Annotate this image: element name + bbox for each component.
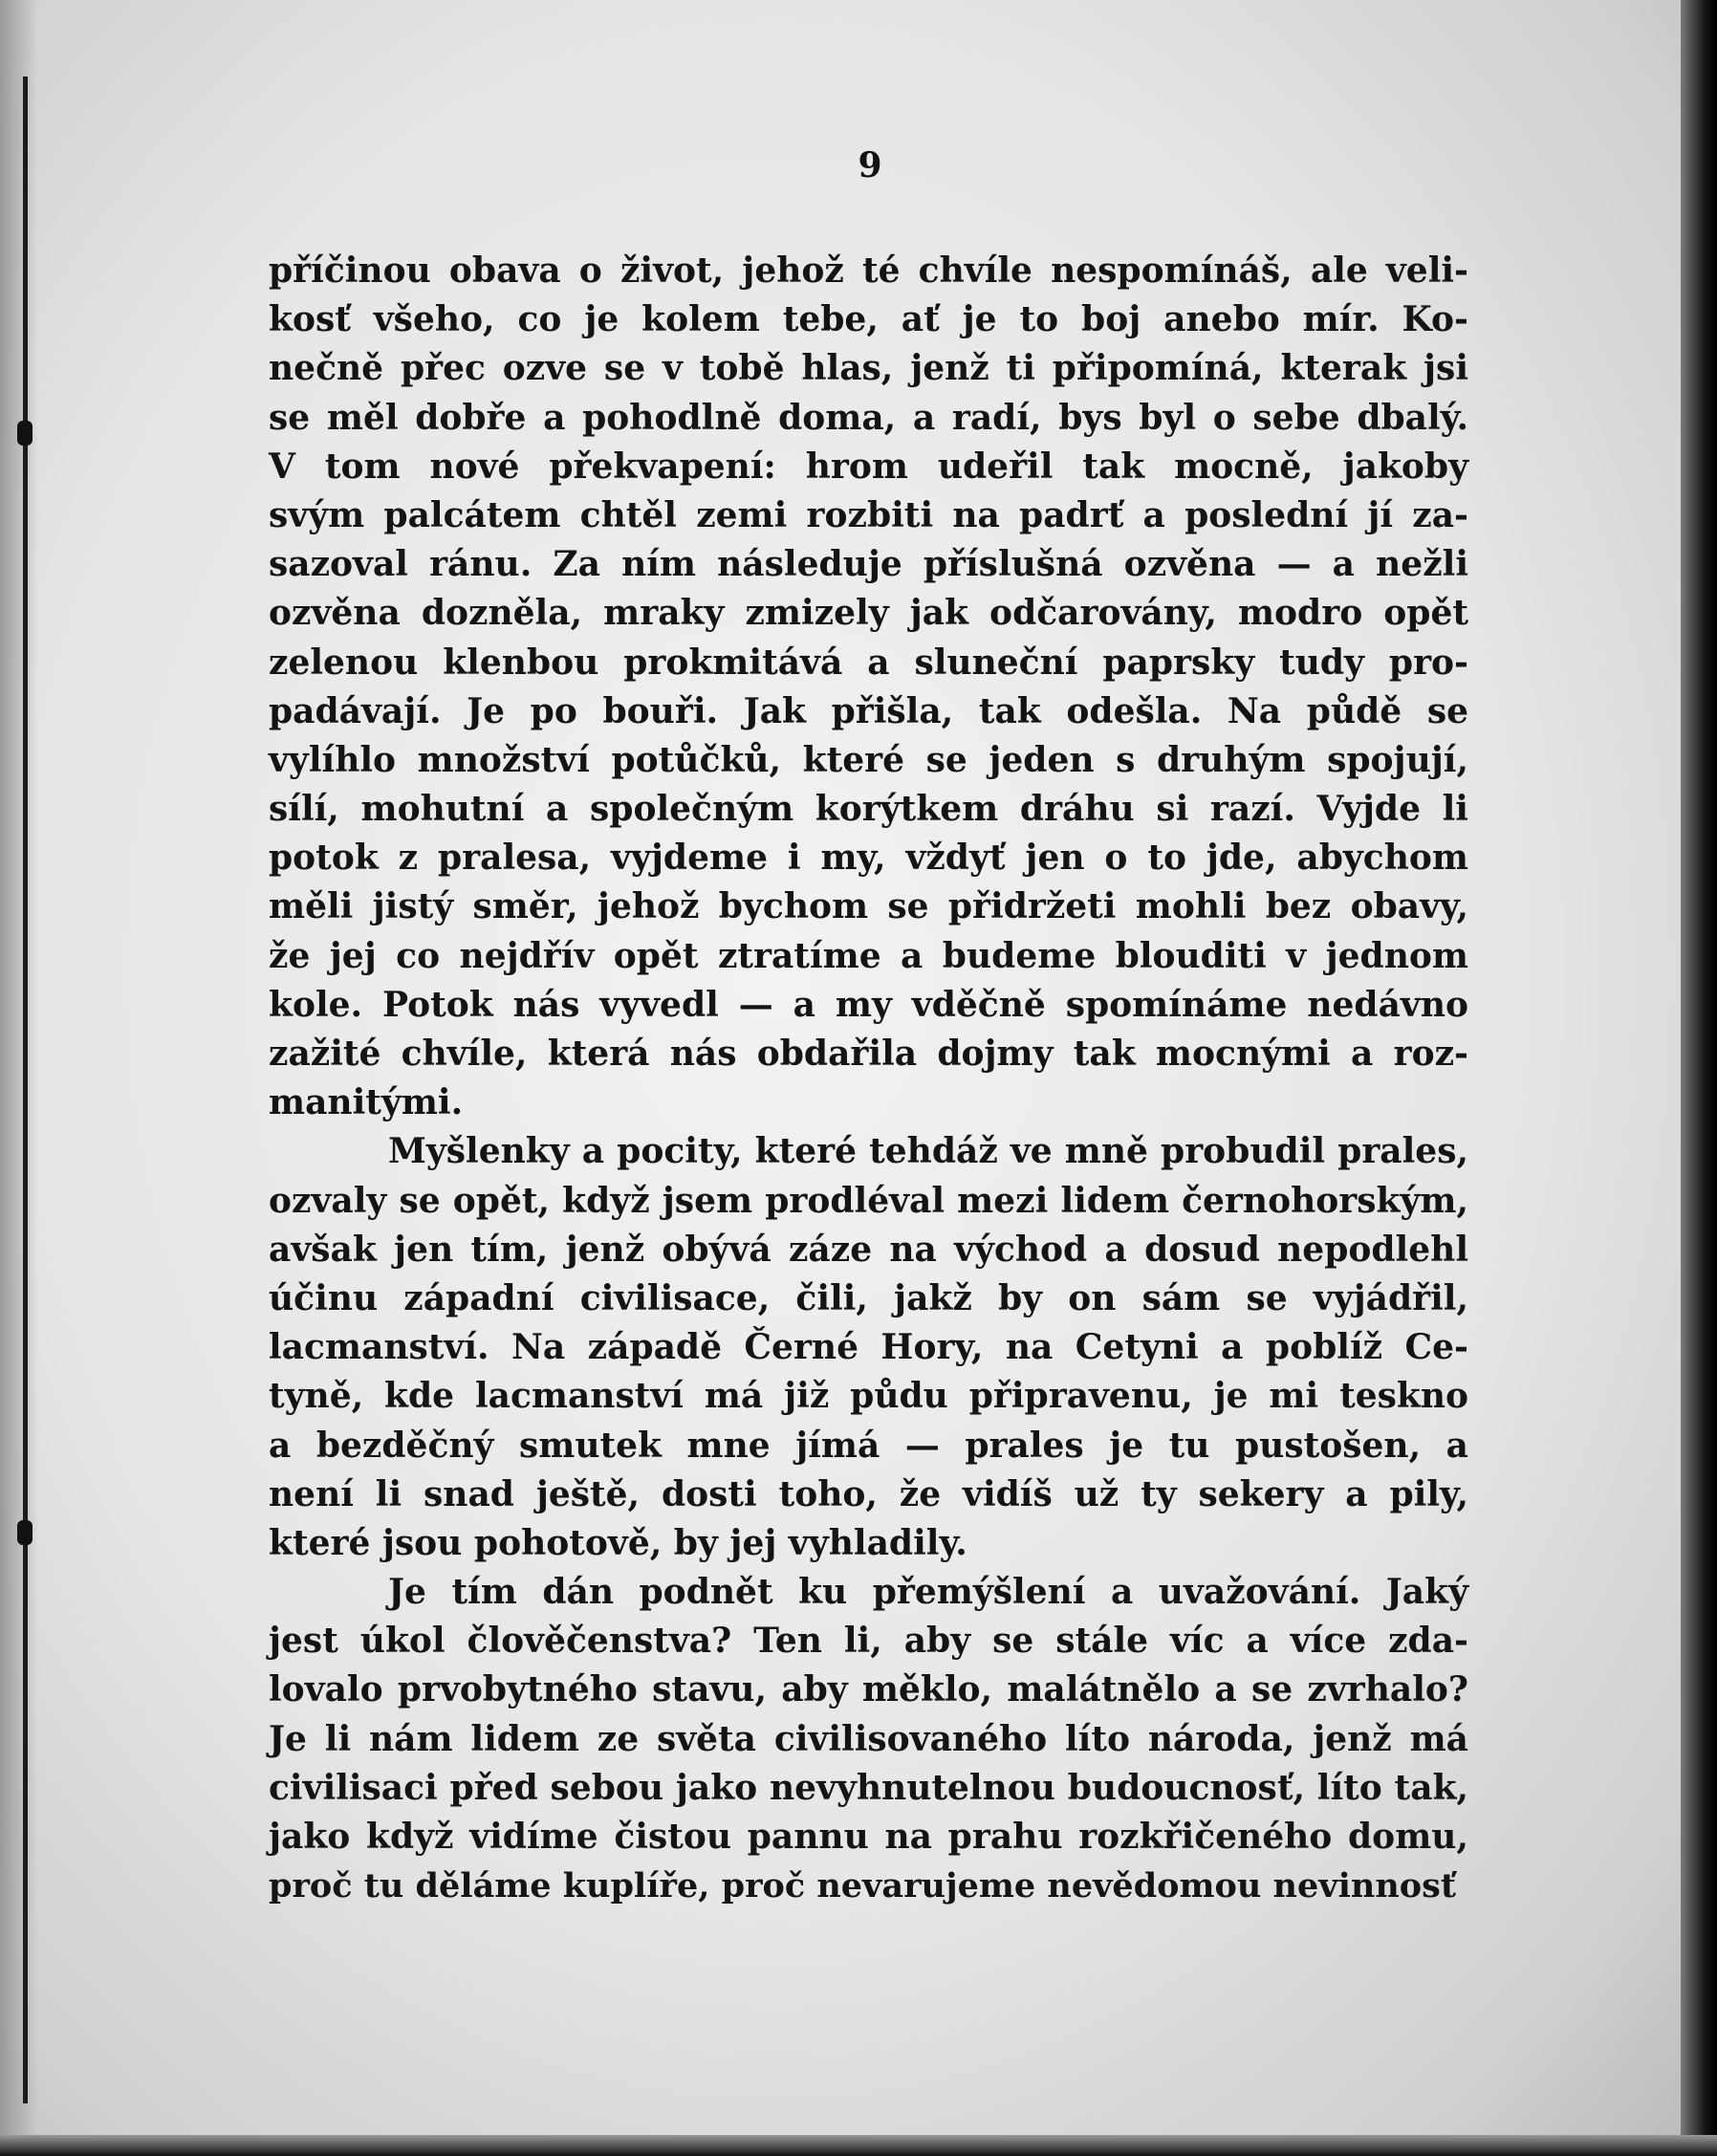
page-edge-bottom (0, 2135, 1717, 2156)
text-line: lacmanství. Na západě Černé Hory, na Cetyni a poblíž Ce- (269, 1327, 1468, 1368)
text-line: Je tím dán podnět ku přemýšlení a uvažování. Jaký (388, 1572, 1468, 1613)
text-line: vylíhlo množství potůčků, které se jeden s druhým spojují, (269, 739, 1468, 780)
text-line: potok z pralesa, vyjdeme i my, vždyť jen o to jde, abychom (269, 838, 1468, 879)
text-line: padávají. Je po bouři. Jak přišla, tak odešla. Na půdě se (269, 690, 1468, 731)
text-line: kole. Potok nás vyvedl — a my vděčně spomínáme nedávno (269, 984, 1468, 1025)
text-line: účinu západní civilisace, čili, jakž by on sám se vyjádřil, (269, 1277, 1468, 1318)
text-line: které jsou pohotově, by jej vyhladily. (269, 1522, 967, 1563)
text-line: jako když vidíme čistou pannu na prahu rozkřičeného domu, (269, 1817, 1468, 1857)
text-line: civilisaci před sebou jako nevyhnutelnou budoucnosť, líto tak, (269, 1767, 1468, 1808)
body-text (269, 247, 1468, 1910)
text-line: se měl dobře a pohodlně doma, a radí, bys byl o sebe dbalý. (269, 397, 1468, 438)
text-line: není li snad ještě, dosti toho, že vidíš už ty sekery a pily, (269, 1473, 1468, 1514)
text-line: svým palcátem chtěl zemi rozbiti na padrť a poslední jí za- (269, 494, 1468, 535)
text-line: Je li nám lidem ze světa civilisovaného líto národa, jenž má (269, 1718, 1468, 1759)
binding-shadow (0, 0, 38, 2156)
text-line: sílí, mohutní a společným korýtkem dráhu si razí. Vyjde li (269, 789, 1468, 830)
text-line: zažité chvíle, která nás obdařila dojmy tak mocnými a roz- (269, 1034, 1468, 1074)
text-line: ozvaly se opět, když jsem prodléval mezi lidem černohorským, (269, 1180, 1468, 1221)
binding-knot (17, 1520, 33, 1545)
text-line: nečně přec ozve se v tobě hlas, jenž ti připomíná, kterak jsi (269, 348, 1468, 389)
text-line: kosť všeho, co je kolem tebe, ať je to boj anebo mír. Ko- (269, 299, 1468, 340)
page-edge-right (1681, 0, 1717, 2156)
text-line: manitými. (269, 1082, 464, 1123)
text-line: zelenou klenbou prokmitává a sluneční paprsky tudy pro- (269, 642, 1468, 683)
text-line: lovalo prvobytného stavu, aby měklo, malátnělo a se zvrhalo? (269, 1669, 1468, 1710)
text-line: avšak jen tím, jenž obývá záze na východ a dosud nepodlehl (269, 1229, 1468, 1270)
text-line: sazoval ránu. Za ním následuje příslušná ozvěna — a nežli (269, 544, 1468, 585)
paragraph (269, 1568, 1468, 1910)
text-line: Myšlenky a pocity, které tehdáž ve mně probudil prales, (388, 1131, 1468, 1172)
text-line: příčinou obava o život, jehož té chvíle nespomínáš, ale veli- (269, 250, 1468, 291)
text-line: tyně, kde lacmanství má již půdu připravenu, je mi teskno (269, 1376, 1468, 1417)
text-line: jest úkol člověčenstva? Ten li, aby se stále víc a více zda- (269, 1621, 1468, 1662)
text-line: že jej co nejdřív opět ztratíme a budeme blouditi v jednom (269, 935, 1468, 976)
text-line: proč tu děláme kuplíře, proč nevarujeme nevědomou nevinnosť (269, 1866, 1456, 1906)
text-line: měli jistý směr, jehož bychom se přidržeti mohli bez obavy, (269, 886, 1468, 927)
text-line: a bezděčný smutek mne jímá — prales je tu pustošen, a (269, 1425, 1468, 1466)
paragraph (269, 247, 1468, 1127)
binding-edge (23, 76, 28, 2103)
page-number: 9 (858, 145, 882, 185)
text-line: V tom nové překvapení: hrom udeřil tak mocně, jakoby (269, 446, 1468, 487)
text-line: ozvěna dozněla, mraky zmizely jak odčarovány, modro opět (269, 593, 1468, 634)
binding-knot (17, 421, 33, 446)
paragraph (269, 1127, 1468, 1568)
